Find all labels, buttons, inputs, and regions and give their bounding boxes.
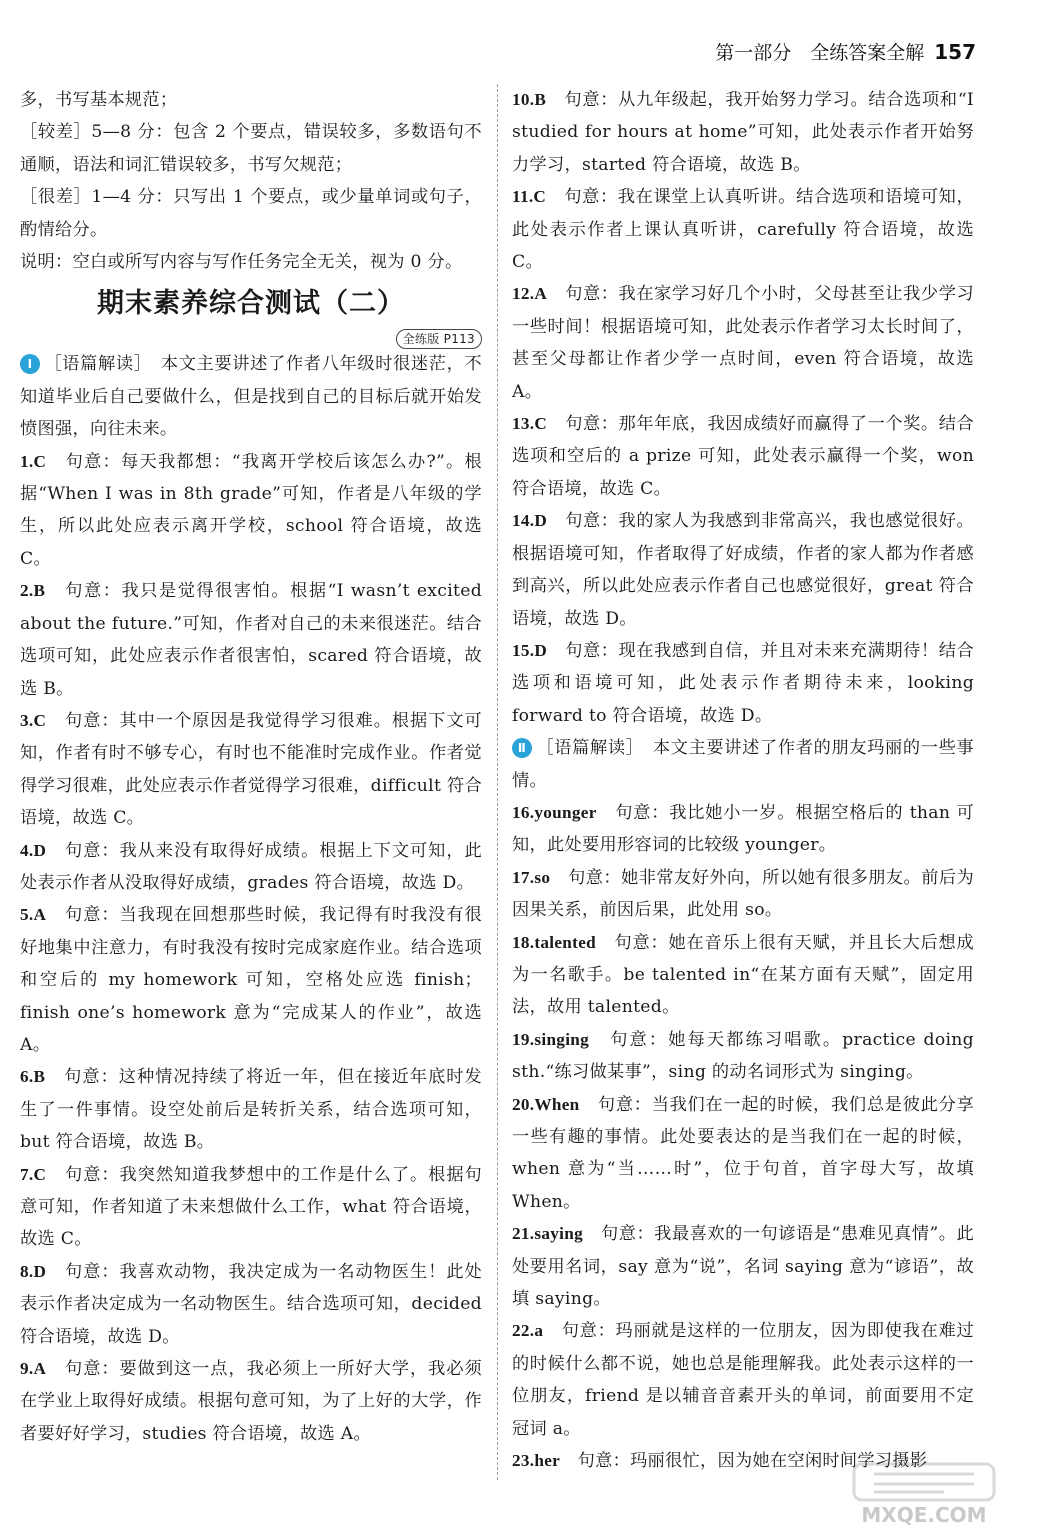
answer-number: 17.so xyxy=(512,867,551,887)
section-intro xyxy=(20,348,482,445)
answer-item xyxy=(20,1159,482,1256)
page-header xyxy=(715,38,976,65)
answer-number: 20.When xyxy=(512,1094,580,1114)
answer-number: 21.saying xyxy=(512,1224,583,1244)
right-column xyxy=(512,84,974,1477)
watermark-text: MXQE.COM xyxy=(861,1503,987,1527)
answer-text: 句意：我在家学习好几个小时，父母甚至让我少学习一些时间！根据语境可知，此处表示作者学习太长时间了，甚至父母都让作者少学一点时间，even 符合语境，故选 A。 xyxy=(512,284,974,402)
section-badge: Ⅰ xyxy=(20,354,40,374)
ref-tag: 全练版 P113 xyxy=(396,329,482,349)
answer-text: 句意：玛丽很忙，因为她在空闲时间学习摄影 xyxy=(577,1451,928,1472)
answer-item xyxy=(512,1024,974,1089)
answer-item xyxy=(512,84,974,181)
answer-number: 9.A xyxy=(20,1359,47,1379)
answer-text: 句意：我的家人为我感到非常高兴，我也感觉很好。根据语境可知，作者取得了好成绩，作者的家人都为作者感到高兴，所以此处应表示作者自己也感觉很好，great 符合语境，故选 D。 xyxy=(512,511,974,629)
answer-text: 句意：这种情况持续了将近一年，但在接近年底时发生了一件事情。设空处前后是转折关系，结合选项可知，but 符合语境，故选 B。 xyxy=(20,1067,482,1153)
right-answer-list-b xyxy=(512,797,974,1478)
section-badge: Ⅱ xyxy=(512,738,532,758)
answer-text: 句意：那年年底，我因成绩好而赢得了一个奖。结合选项和空后的 a prize 可知，此处表示赢得一个奖，won 符合语境，故选 C。 xyxy=(512,414,974,499)
section-text: ［语篇解读］ 本文主要讲述了作者八年级时很迷茫，不知道毕业后自己要做什么，但是找到自己的目标后就开始发愤图强，向往未来。 xyxy=(20,354,482,440)
answer-text: 句意：她非常友好外向，所以她有很多朋友。前后为因果关系，前因后果，此处用 so。 xyxy=(512,867,974,921)
answer-item xyxy=(20,1061,482,1158)
answer-number: 14.D xyxy=(512,511,548,531)
answer-text: 句意：要做到这一点，我必须上一所好大学，我必须在学业上取得好成绩。根据句意可知，为了上好的大学，作者要好好学习，studies 符合语境，故选 A。 xyxy=(20,1359,482,1444)
answer-text: 句意：她每天都练习唱歌。practice doing sth.“练习做某事”，sing 的动名词形式为 singing。 xyxy=(512,1029,974,1083)
column-divider xyxy=(497,84,498,1480)
answer-text: 句意：我从来没有取得好成绩。根据上下文可知，此处表示作者从没取得好成绩，grades 符合语境，故选 D。 xyxy=(20,840,482,893)
answer-text: 句意：玛丽就是这样的一位朋友，因为即使我在难过的时候什么都不说，她也总是能理解我。此处表示这样的一位朋友，friend 是以辅音音素开头的单词，前面要用不定冠词 a。 xyxy=(512,1321,974,1439)
section-intro xyxy=(512,732,974,797)
answer-number: 2.B xyxy=(20,581,46,601)
answer-text: 句意：现在我感到自信，并且对未来充满期待！结合选项和语境可知，此处表示作者期待未来，looking forward to 符合语境，故选 D。 xyxy=(512,640,974,726)
answer-number: 23.her xyxy=(512,1451,561,1471)
answer-item xyxy=(512,797,974,862)
answer-text: 句意：每天我都想：“我离开学校后该怎么办?”。根据“When I was in 8th grade”可知，作者是八年级的学生，所以此处应表示离开学校，school 符合语境，故选 C。 xyxy=(20,451,482,569)
answer-number: 7.C xyxy=(20,1164,47,1184)
answer-text: 句意：我最喜欢的一句谚语是“患难见真情”。此处要用名词，say 意为“说”，名词 saying 意为“谚语”，故填 saying。 xyxy=(512,1224,974,1310)
answer-item xyxy=(512,1089,974,1219)
answer-item xyxy=(20,575,482,705)
watermark-logo xyxy=(834,1460,1014,1530)
answer-item xyxy=(512,1315,974,1445)
answer-item xyxy=(512,927,974,1024)
answer-number: 6.B xyxy=(20,1067,46,1087)
answer-text: 句意：我只是觉得很害怕。根据“I wasn’t excited about the future.”可知，作者对自己的未来很迷茫。结合选项可知，此处应表示作者很害怕，scared 符合语境，故选 B。 xyxy=(20,581,482,699)
answer-text: 句意：当我们在一起的时候，我们总是彼此分享一些有趣的事情。此处要表达的是当我们在一起的时候，when 意为“当……时”，位于句首，首字母大写，故填 When。 xyxy=(512,1094,974,1212)
answer-item xyxy=(20,1353,482,1450)
ref-tag-wrap xyxy=(20,322,482,348)
answer-number: 15.D xyxy=(512,640,548,660)
intro-line: ［很差］1—4 分：只写出 1 个要点，或少量单词或句子，酌情给分。 xyxy=(20,187,482,240)
answer-item xyxy=(20,1256,482,1353)
answer-item xyxy=(512,862,974,927)
answer-number: 18.talented xyxy=(512,932,596,952)
answer-item xyxy=(20,835,482,900)
answer-number: 4.D xyxy=(20,840,47,860)
answer-text: 句意：我突然知道我梦想中的工作是什么了。根据句意可知，作者知道了未来想做什么工作，what 符合语境，故选 C。 xyxy=(20,1164,482,1250)
answer-item xyxy=(512,278,974,408)
answer-text: 句意：当我现在回想那些时候，我记得有时我没有很好地集中注意力，有时我没有按时完成家庭作业。结合选项和空后的 my homework 可知，空格处应选 finish；finish one’s homework 意为“完成某人的作业”，故选 A。 xyxy=(20,905,482,1055)
answer-text: 句意：我喜欢动物，我决定成为一名动物医生！此处表示作者决定成为一名动物医生。结合选项可知，decided 符合语境，故选 D。 xyxy=(20,1261,482,1347)
answer-item xyxy=(512,1218,974,1315)
section-text: ［语篇解读］ 本文主要讲述了作者的朋友玛丽的一些事情。 xyxy=(512,738,974,791)
answer-item xyxy=(512,181,974,278)
answer-number: 1.C xyxy=(20,451,47,471)
answer-number: 5.A xyxy=(20,905,47,925)
answer-number: 3.C xyxy=(20,710,47,730)
intro-line: 多，书写基本规范； xyxy=(20,90,178,110)
answer-number: 12.A xyxy=(512,284,548,304)
answer-number: 10.B xyxy=(512,90,547,109)
answer-text: 句意：她在音乐上很有天赋，并且长大后想成为一名歌手。be talented in“在某方面有天赋”，固定用法，故用 talented。 xyxy=(512,932,974,1018)
right-answer-list-a xyxy=(512,84,974,732)
answer-text: 句意：从九年级起，我开始努力学习。结合选项和“I studied for hours at home”可知，此处表示作者开始努力学习，started 符合语境，故选 B。 xyxy=(512,90,974,175)
left-column xyxy=(20,84,482,1450)
answer-item xyxy=(512,505,974,635)
answer-number: 22.a xyxy=(512,1321,544,1341)
intro-line: 说明：空白或所写内容与写作任务完全无关，视为 0 分。 xyxy=(20,252,463,273)
answer-number: 16.younger xyxy=(512,802,597,822)
answer-number: 13.C xyxy=(512,414,548,434)
answer-text: 句意：我在课堂上认真听讲。结合选项和语境可知，此处表示作者上课认真听讲，carefully 符合语境，故选 C。 xyxy=(512,187,974,273)
answer-text: 句意：其中一个原因是我觉得学习很难。根据下文可知，作者有时不够专心，有时也不能准时完成作业。作者觉得学习很难，此处应表示作者觉得学习很难，difficult 符合语境，故选 C。 xyxy=(20,710,482,829)
answer-item xyxy=(20,899,482,1061)
answer-item xyxy=(20,705,482,835)
left-answer-list xyxy=(20,446,482,1451)
intro-line: ［较差］5—8 分：包含 2 个要点，错误较多，多数语句不通顺，语法和词汇错误较多，书写欠规范； xyxy=(20,122,482,175)
page-title: 期末素养综合测试（二） xyxy=(97,288,405,320)
answer-text: 句意：我比她小一岁。根据空格后的 than 可知，此处要用形容词的比较级 younger。 xyxy=(512,802,974,856)
header-section: 第一部分 全练答案全解 xyxy=(715,42,925,64)
answer-item xyxy=(512,635,974,732)
answer-number: 8.D xyxy=(20,1261,47,1281)
answer-item xyxy=(512,408,974,505)
answer-number: 11.C xyxy=(512,187,547,207)
page-number: 157 xyxy=(934,40,976,64)
answer-number: 19.singing xyxy=(512,1029,590,1049)
answer-item xyxy=(20,446,482,576)
